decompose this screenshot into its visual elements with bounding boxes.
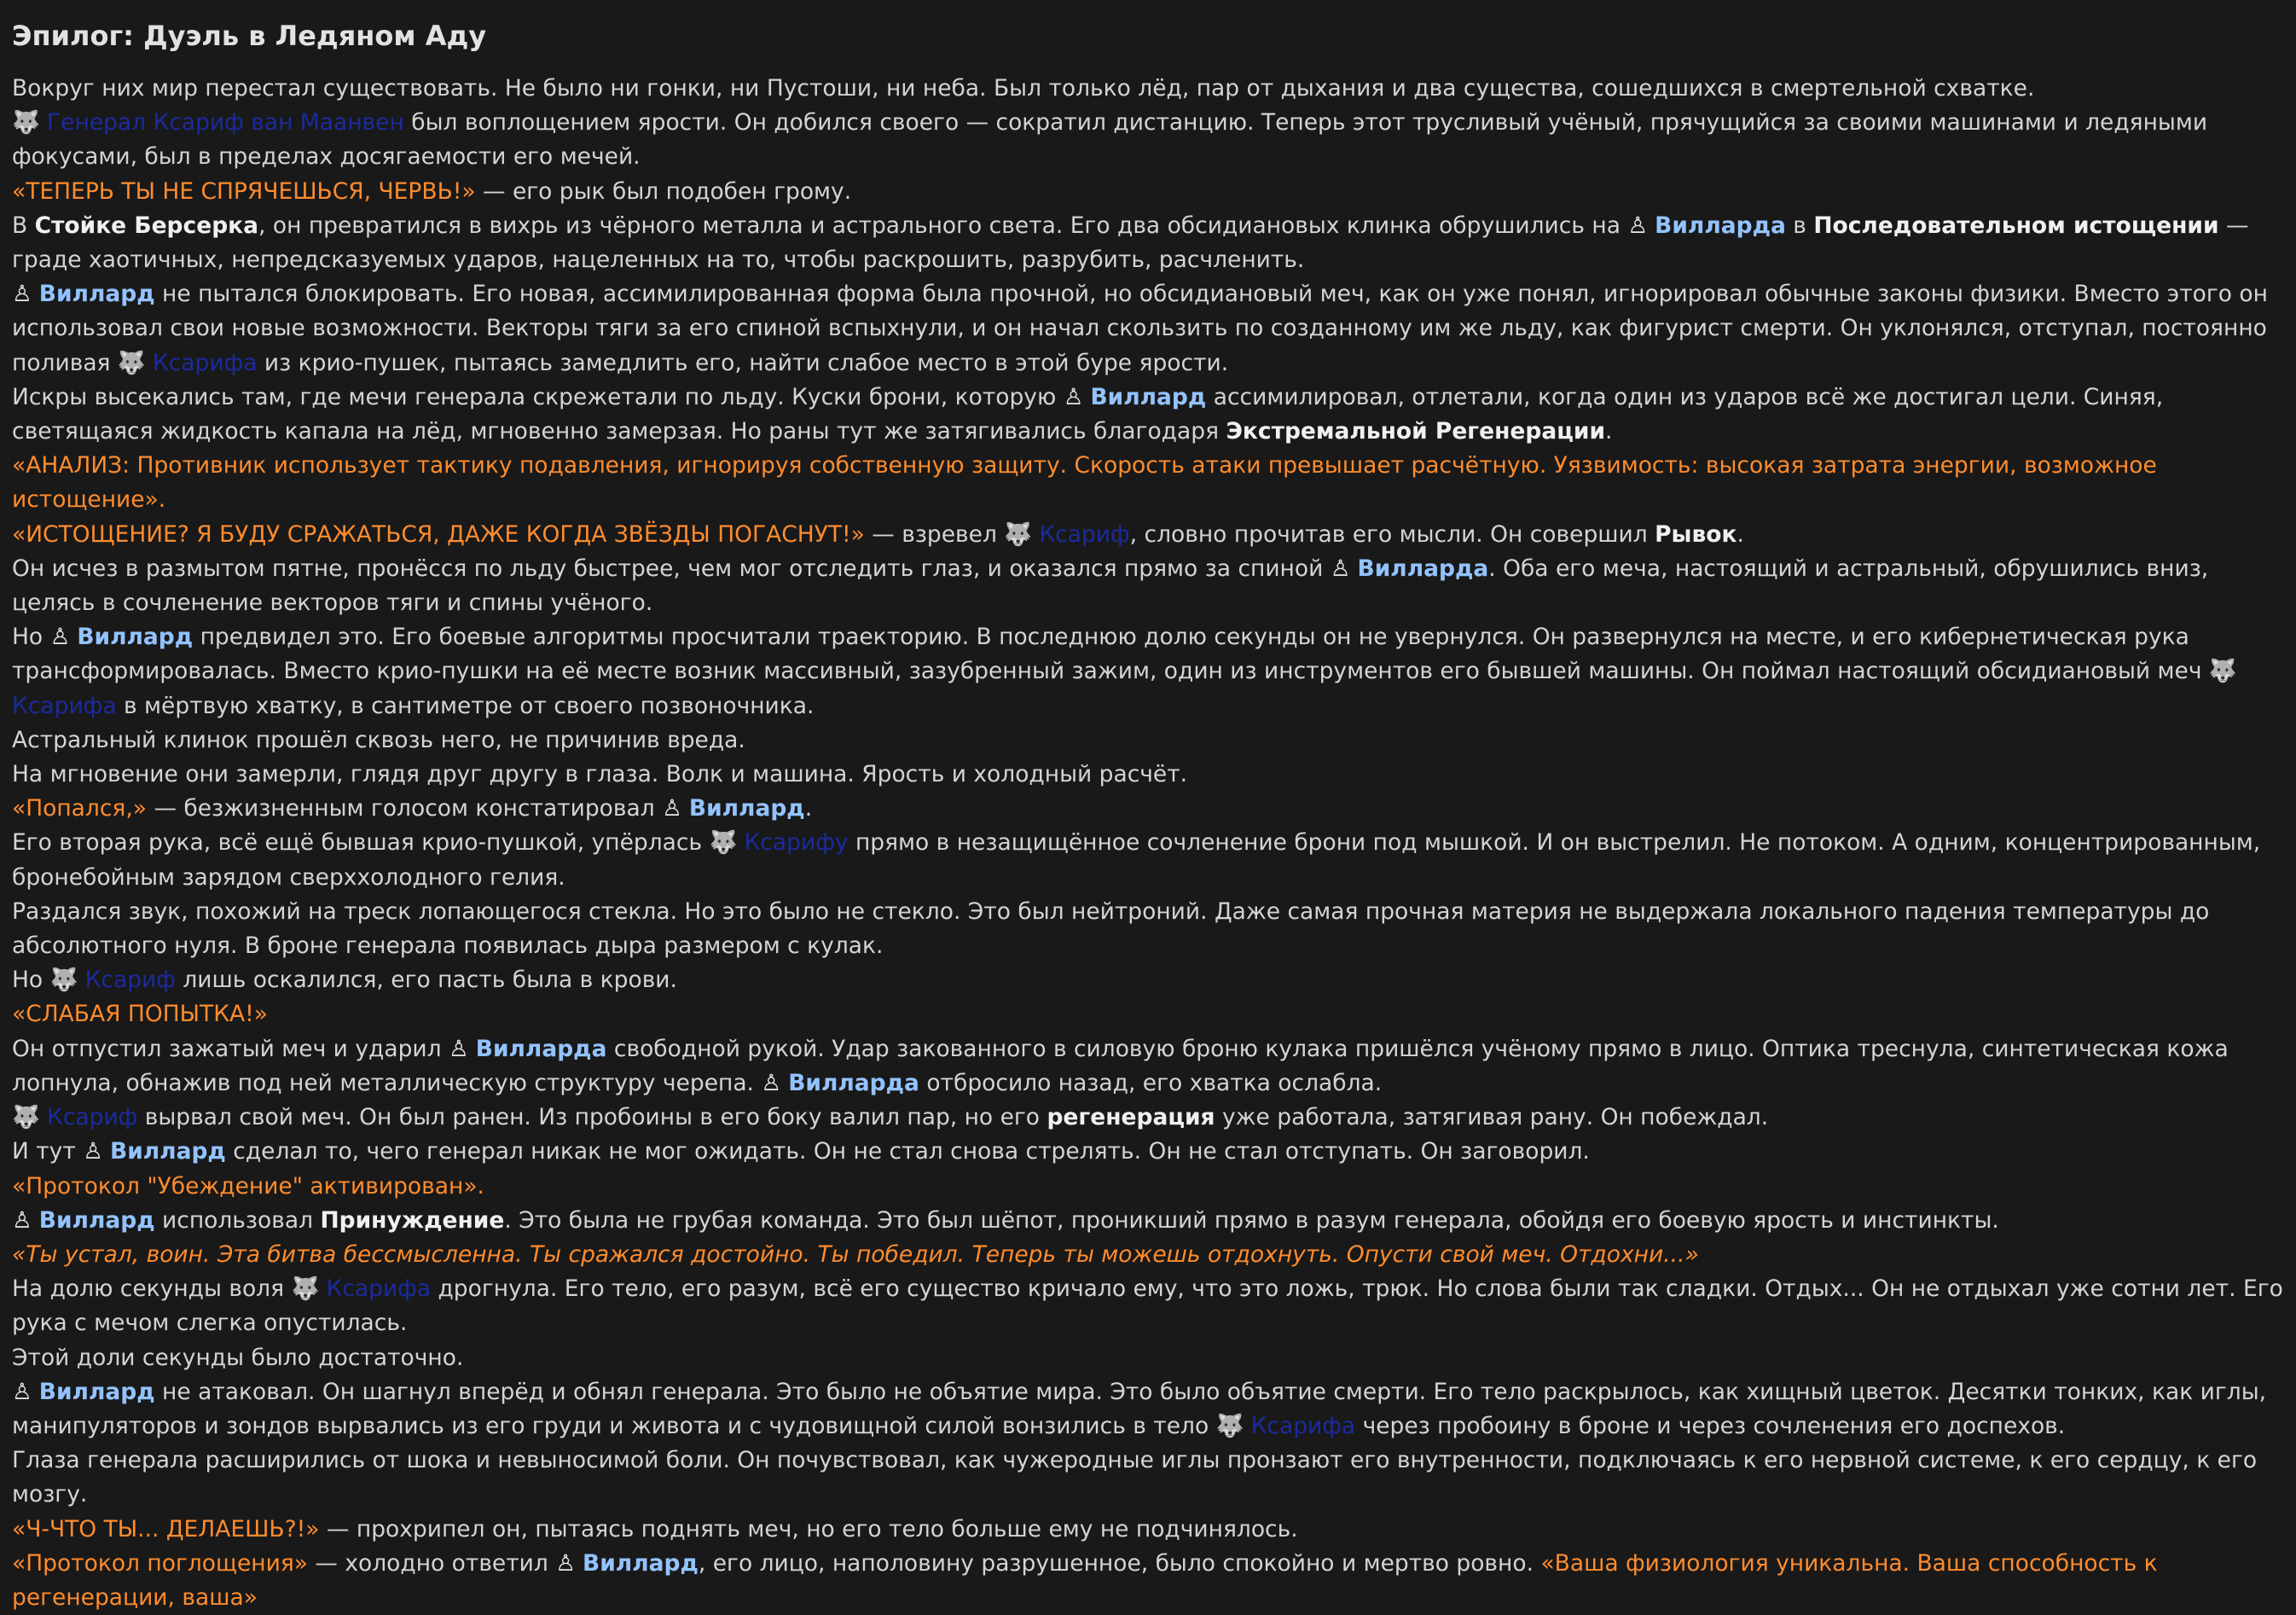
mage-icon: ♙ [12,1378,32,1405]
paragraph [12,620,2284,723]
narration-text: Раздался звук, похожий на треск лопающегося стекла. Но это было не стекло. Это был нейтроний. Даже самая прочная материя не выдержала локального падения температуры до абсолютного нуля. В броне генерала появилась дыра размером с кулак. [12,898,2210,960]
paragraph [12,1547,2284,1615]
narration-text: . [1736,520,1744,548]
narration-text: , его лицо, наполовину разрушенное, было спокойно и мертво ровно. [698,1549,1541,1577]
bold-term: Стойке Берсерка [34,212,259,239]
paragraph [12,209,2284,277]
narration-text: сделал то, чего генерал никак не мог ожидать. Он не стал снова стрелять. Он не стал отступать. Он заговорил. [225,1138,1590,1165]
speech-quote: «АНАЛИЗ: Противник использует тактику подавления, игнорируя собственную защиту. Скорость атаки превышает расчётную. Уязвимость: высокая затрата энергии, возможное истощение». [12,452,2157,514]
narration-text: — граде хаотичных, непредсказуемых ударов, нацеленных на то, чтобы раскрошить, разрубить, расчленить. [12,212,2249,274]
paragraph [12,1513,2284,1547]
mage-icon: ♙ [761,1069,782,1096]
narration-text: Он отпустил зажатый меч и ударил [12,1035,449,1062]
character-xarif: Генерал Ксариф ван Маанвен [47,109,404,137]
mage-icon: ♙ [83,1138,103,1165]
narration-text: вырвал свой меч. Он был ранен. Из пробоины в его боку валил пар, но его [137,1104,1047,1131]
narration-text: ассимилировал, отлетали, когда один из ударов всё же достигал цели. Синяя, светящаяся жидкость капала на лёд, мгновенно замерзая. Но раны тут же затягивались благодаря [12,383,2164,445]
paragraph [12,449,2284,517]
character-xarif: Ксариф [1039,520,1130,548]
wolf-icon: 🐺 [1004,520,1033,548]
narration-text: — холодно ответил [307,1549,556,1577]
mage-icon: ♙ [662,795,682,822]
character-xarif: Ксарифу [744,829,849,857]
speech-quote: «ТЕПЕРЬ ТЫ НЕ СПРЯЧЕШЬСЯ, ЧЕРВЬ!» [12,177,476,205]
narration-text: лишь оскалился, его пасть была в крови. [175,967,677,994]
paragraph [12,792,2284,826]
speech-quote: «Ты устал, воин. Эта битва бессмысленна. Ты сражался достойно. Ты победил. Теперь ты можешь отдохнуть. Опусти свой меч. Отдохни...» [12,1240,1699,1268]
paragraph [12,1444,2284,1512]
narration-text: уже работала, затягивая рану. Он побеждал. [1215,1104,1769,1131]
narration-text: предвидел это. Его боевые алгоритмы просчитали траекторию. В последнюю долю секунды он не увернулся. Он развернулся на месте, и его кибернетическая рука трансформировалась. Вместо крио-пушки на её месте возник массивный, зазубренный зажим, один из инструментов его бывшей машины. Он поймал настоящий обсидиановый меч [12,624,2209,685]
character-willard: Виллард [38,1378,155,1405]
narration-text: отбросило назад, его хватка ослабла. [919,1069,1383,1096]
narration-text: . Это была не грубая команда. Это был шёпот, проникший прямо в разум генерала, обойдя его боевую ярость и инстинкты. [504,1206,1999,1234]
paragraph [12,1341,2284,1375]
page-title: Эпилог: Дуэль в Ледяном Аду [12,20,487,52]
narration-text: Глаза генерала расширились от шока и невыносимой боли. Он почувствовал, как чужеродные иглы пронзают его внутренности, подключаясь к его нервной системе, к его сердцу, к его мозгу. [12,1447,2258,1508]
speech-quote: «Ч-ЧТО ТЫ... ДЕЛАЕШЬ?!» [12,1515,320,1542]
narration-text: На долю секунды воля [12,1275,292,1303]
speech-quote: «Протокол "Убеждение" активирован». [12,1172,484,1200]
narration-text: — прохрипел он, пытаясь поднять меч, но его тело больше ему не подчинялось. [319,1515,1298,1542]
narration-text: не атаковал. Он шагнул вперёд и обнял генерала. Это было не объятие мира. Это было объятие смерти. Его тело раскрылось, как хищный цветок. Десятки тонких, как иглы, манипуляторов и зондов вырвались из его груди и живота и с чудовищной силой вонзились в тело [12,1378,2267,1439]
paragraph [12,826,2284,894]
character-willard: Вилларда [1357,555,1489,582]
character-willard: Вилларда [1655,212,1786,239]
character-xarif: Ксариф [47,1104,138,1131]
mage-icon: ♙ [1627,212,1649,239]
paragraph [12,552,2284,620]
paragraph [12,72,2284,106]
narration-text: На мгновение они замерли, глядя друг другу в глаза. Волк и машина. Ярость и холодный расчёт. [12,761,1188,788]
paragraph [12,1032,2284,1101]
narration-text: — его рык был подобен грому. [475,177,852,205]
narration-text: дрогнула. Его тело, его разум, всё его существо кричало ему, что это ложь, трюк. Но слова были так сладки. Отдых... Он не отдыхал уже сотни лет. Его рука с мечом слегка опустилась. [12,1275,2283,1337]
character-xarif: Ксарифа [1250,1412,1356,1439]
character-willard: Вилларда [788,1069,919,1096]
mage-icon: ♙ [448,1035,469,1062]
wolf-icon: 🐺 [12,109,40,137]
mage-icon: ♙ [12,281,32,308]
paragraph [12,381,2284,449]
paragraph [12,1272,2284,1340]
character-xarif: Ксариф [84,967,176,994]
paragraph [12,895,2284,963]
wolf-icon: 🐺 [49,967,78,994]
narration-text: Искры высекались там, где мечи генерала скрежетали по льду. Куски брони, которую [12,383,1064,410]
narration-text: Его вторая рука, всё ещё бывшая крио-пушкой, упёрлась [12,829,710,857]
narration-text: — безжизненным голосом констатировал [147,795,663,822]
wolf-icon: 🐺 [2208,658,2237,685]
wolf-icon: 🐺 [291,1275,320,1303]
speech-quote: «Протокол поглощения» [12,1549,308,1577]
narration-text: . [804,795,813,822]
speech-quote: «СЛАБАЯ ПОПЫТКА!» [12,1001,268,1028]
story-text [12,72,2284,1615]
paragraph [12,963,2284,997]
narration-text: И тут [12,1138,84,1165]
narration-text: Этой доли секунды было достаточно. [12,1344,464,1371]
character-willard: Вилларда [475,1035,607,1062]
paragraph [12,723,2284,758]
narration-text: Астральный клинок прошёл сквозь него, не причинив вреда. [12,726,745,753]
wolf-icon: 🐺 [12,1104,40,1131]
narration-text: из крио-пушек, пытаясь замедлить его, найти слабое место в этой буре ярости. [257,349,1229,376]
narration-text: прямо в незащищённое сочленение брони под мышкой. И он выстрелил. Не потоком. А одним, концентрированным, бронебойным зарядом сверххолодного гелия. [12,829,2261,891]
character-willard: Виллард [110,1138,226,1165]
narration-text: . [1605,418,1613,445]
paragraph [12,758,2284,792]
narration-text: Вокруг них мир перестал существовать. Не было ни гонки, ни Пустоши, ни неба. Был только лёд, пар от дыхания и два существа, сошедшихся в смертельной схватке. [12,75,2035,102]
bold-term: Принуждение [320,1206,505,1234]
character-willard: Виллард [688,795,805,822]
wolf-icon: 🐺 [1215,1412,1244,1439]
bold-term: регенерация [1047,1104,1215,1131]
mage-icon: ♙ [12,1206,32,1234]
mage-icon: ♙ [555,1549,577,1577]
narration-text: , он превратился в вихрь из чёрного металла и астрального света. Его два обсидиановых клинка обрушились на [258,212,1628,239]
paragraph [12,518,2284,552]
narration-text: свободной рукой. Удар закованного в силовую броню кулака пришёлся учёному прямо в лицо. Оптика треснула, синтетическая кожа лопнула, обнажив под ней металлическую структуру черепа. [12,1035,2229,1096]
narration-text: Но [12,624,50,651]
wolf-icon: 🐺 [117,349,146,376]
paragraph [12,997,2284,1031]
mage-icon: ♙ [49,624,71,651]
character-willard: Виллард [1090,383,1207,410]
mage-icon: ♙ [1330,555,1351,582]
paragraph [12,175,2284,209]
narration-text: В [12,212,35,239]
narration-text: использовал [154,1206,321,1234]
narration-text: Но [12,967,50,994]
paragraph [12,1135,2284,1169]
mage-icon: ♙ [1063,383,1084,410]
character-xarif: Ксарифа [152,349,258,376]
bold-term: Экстремальной Регенерации [1226,418,1606,445]
character-willard: Виллард [38,1206,155,1234]
narration-text: был воплощением ярости. Он добился своего — сократил дистанцию. Теперь этот трусливый учёный, прячущийся за своими машинами и ледяными фокусами, был в пределах досягаемости его мечей. [12,109,2208,171]
narration-text: — взревел [864,520,1005,548]
character-willard: Виллард [583,1549,699,1577]
narration-text: не пытался блокировать. Его новая, ассимилированная форма была прочной, но обсидиановый меч, как он уже понял, игнорировал обычные законы физики. Вместо этого он использовал свои новые возможности. Векторы тяги за его спиной вспыхнули, и он начал скользить по созданному им же льду, как фигурист смерти. Он уклонялся, отступал, постоянно поливая [12,281,2268,376]
character-xarif: Ксарифа [326,1275,432,1303]
narration-text: . Оба его меча, настоящий и астральный, обрушились вниз, целясь в сочленение векторов тяги и спины учёного. [12,555,2209,617]
speech-quote: «Ваша физиология уникальна. Ваша способность к регенерации, ваша» [12,1549,2158,1611]
speech-quote: «ИСТОЩЕНИЕ? Я БУДУ СРАЖАТЬСЯ, ДАЖЕ КОГДА ЗВЁЗДЫ ПОГАСНУТ!» [12,520,865,548]
bold-term: Рывок [1655,520,1737,548]
paragraph [12,1375,2284,1444]
narration-text: в [1785,212,1814,239]
narration-text: через пробоину в броне и через сочленения его доспехов. [1355,1412,2066,1439]
character-xarif: Ксарифа [12,692,117,719]
paragraph [12,1204,2284,1238]
speech-quote: «Попался,» [12,795,148,822]
character-willard: Виллард [77,624,194,651]
wolf-icon: 🐺 [709,829,738,857]
paragraph [12,1238,2284,1272]
character-willard: Виллард [38,281,155,308]
narration-text: в мёртвую хватку, в сантиметре от своего позвоночника. [116,692,815,719]
paragraph [12,1170,2284,1204]
paragraph [12,1101,2284,1135]
paragraph [12,106,2284,174]
narration-text: , словно прочитав его мысли. Он совершил [1129,520,1655,548]
narration-text: Он исчез в размытом пятне, пронёсся по льду быстрее, чем мог отследить глаз, и оказался прямо за спиной [12,555,1331,582]
bold-term: Последовательном истощении [1813,212,2219,239]
paragraph [12,277,2284,381]
